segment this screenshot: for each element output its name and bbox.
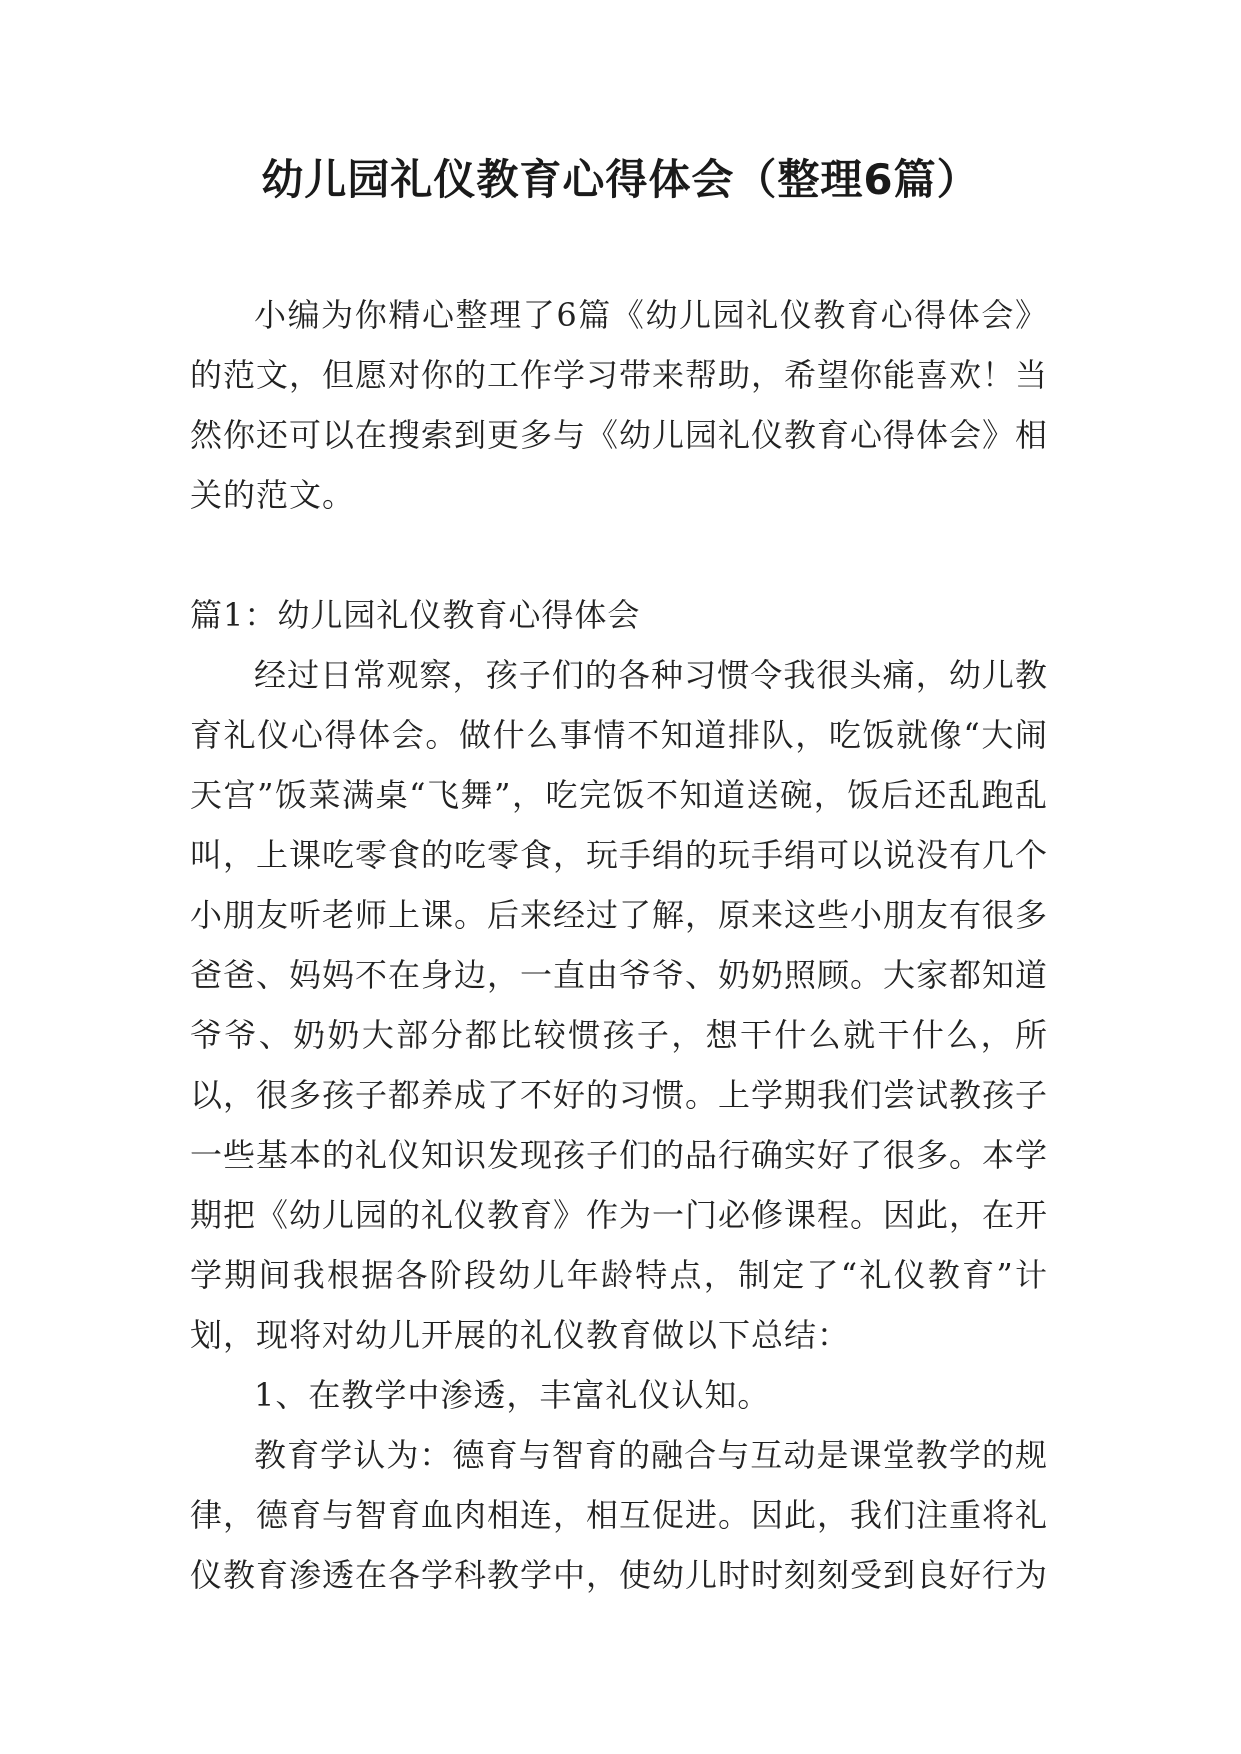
document-body: [190, 285, 1048, 1605]
paragraph-spacer: [190, 525, 1048, 585]
body-paragraph: 教育学认为：德育与智育的融合与互动是课堂教学的规律，德育与智育血肉相连，相互促进。因此，我们注重将礼仪教育渗透在各学科教学中，使幼儿时时刻刻受到良好行为: [190, 1436, 1049, 1594]
numbered-item: 1、在教学中渗透，丰富礼仪认知。: [254, 1376, 771, 1414]
body-paragraph: 经过日常观察，孩子们的各种习惯令我很头痛，幼儿教育礼仪心得体会。做什么事情不知道排队，吃饭就像“大闹天宫”饭菜满桌“飞舞”，吃完饭不知道送碗，饭后还乱跑乱叫，上课吃零食的吃零食，玩手绢的玩手绢可以说没有几个小朋友听老师上课。后来经过了解，原来这些小朋友有很多爸爸、妈妈不在身边，一直由爷爷、奶奶照顾。大家都知道爷爷、奶奶大部分都比较惯孩子，想干什么就干什么，所以，很多孩子都养成了不好的习惯。上学期我们尝试教孩子一些基本的礼仪知识发现孩子们的品行确实好了很多。本学期把《幼儿园的礼仪教育》作为一门必修课程。因此，在开学期间我根据各阶段幼儿年龄特点，制定了“礼仪教育”计划，现将对幼儿开展的礼仪教育做以下总结：: [190, 656, 1049, 1354]
document-title: 幼儿园礼仪教育心得体会（整理6篇）: [261, 155, 980, 204]
intro-paragraph: 小编为你精心整理了6篇《幼儿园礼仪教育心得体会》的范文，但愿对你的工作学习带来帮助，希望你能喜欢！当然你还可以在搜索到更多与《幼儿园礼仪教育心得体会》相关的范文。: [190, 296, 1049, 514]
section-heading: 篇1：幼儿园礼仪教育心得体会: [190, 596, 641, 634]
